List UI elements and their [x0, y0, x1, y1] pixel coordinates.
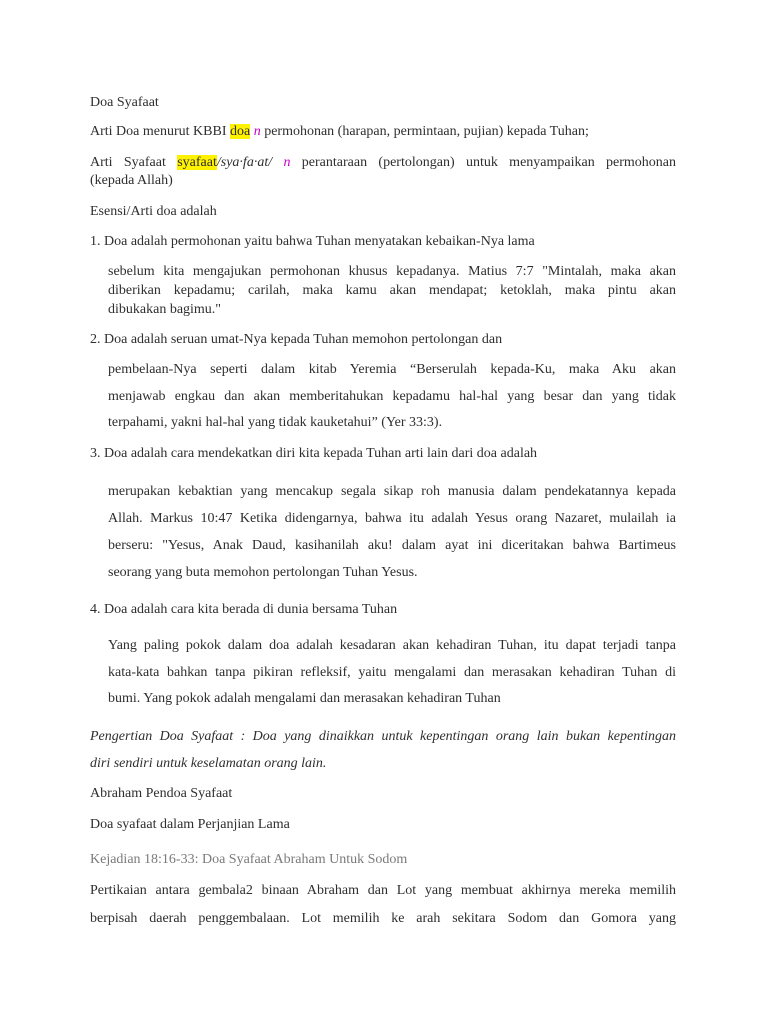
old-testament-heading: Doa syafaat dalam Perjanjian Lama [90, 817, 290, 832]
kbbi-pos-marker: n [250, 124, 265, 139]
point-2-line-1: pembelaan-Nya seperti dalam kitab Yeremia “Berserulah kepada-Ku, maka Aku akan [108, 362, 676, 377]
syafaat-word-highlight: syafaat [177, 155, 217, 170]
syafaat-pos-marker: n [272, 155, 302, 170]
kbbi-definition-line [90, 123, 589, 141]
kbbi-word-highlight: doa [229, 124, 251, 139]
point-1-line-2: diberikan kepadamu; carilah, maka kamu akan mendapat; ketoklah, maka pintu akan [108, 283, 676, 298]
point-3-line-4: seorang yang buta memohon pertolongan Tuhan Yesus. [108, 565, 418, 580]
essence-heading: Esensi/Arti doa adalah [90, 204, 217, 219]
point-1-heading: 1. Doa adalah permohonan yaitu bahwa Tuhan menyatakan kebaikan-Nya lama [90, 234, 535, 249]
syafaat-definition-line [90, 154, 676, 172]
point-4-line-1: Yang paling pokok dalam doa adalah kesadaran akan kehadiran Tuhan, itu dapat terjadi tanpa [108, 638, 676, 653]
abraham-heading: Abraham Pendoa Syafaat [90, 786, 233, 801]
point-4-line-3: bumi. Yang pokok adalah mengalami dan merasakan kehadiran Tuhan [108, 691, 501, 706]
body-line-1: Pertikaian antara gembala2 binaan Abraham dan Lot yang membuat akhirnya mereka memilih [90, 883, 676, 898]
point-3-line-2: Allah. Markus 10:47 Ketika didengarnya, bahwa itu adalah Yesus orang Nazaret, mulailah ia [108, 511, 676, 526]
syafaat-meaning-line-2: diri sendiri untuk keselamatan orang lain. [90, 756, 327, 771]
syafaat-meaning-line-1: Pengertian Doa Syafaat : Doa yang dinaikkan untuk kepentingan orang lain bukan kepentingan [90, 729, 676, 744]
kbbi-prefix: Arti Doa menurut KBBI [90, 124, 230, 139]
point-2-line-3: terpahami, yakni hal-hal yang tidak kauketahui” (Yer 33:3). [108, 415, 443, 430]
kbbi-definition-text: permohonan (harapan, permintaan, pujian) kepada Tuhan; [264, 124, 589, 139]
point-1-line-3: dibukakan bagimu." [108, 302, 222, 317]
genesis-section-heading: Kejadian 18:16-33: Doa Syafaat Abraham Untuk Sodom [90, 852, 408, 867]
syafaat-definition-cont: (kepada Allah) [90, 173, 173, 188]
point-3-line-1: merupakan kebaktian yang mencakup segala sikap roh manusia dalam pendekatannya kepada [108, 484, 676, 499]
syafaat-definition-text: perantaraan (pertolongan) untuk menyampaikan permohonan [301, 155, 677, 170]
point-1-line-1: sebelum kita mengajukan permohonan khusus kepadanya. Matius 7:7 "Mintalah, maka akan [108, 264, 676, 279]
point-4-line-2: kata-kata bahkan tanpa pikiran refleksif, yaitu mengalami dan merasakan kehadiran Tuhan di [108, 665, 676, 680]
point-2-heading: 2. Doa adalah seruan umat-Nya kepada Tuhan memohon pertolongan dan [90, 332, 503, 347]
point-3-heading: 3. Doa adalah cara mendekatkan diri kita kepada Tuhan arti lain dari doa adalah [90, 446, 538, 461]
body-line-2: berpisah daerah penggembalaan. Lot memilih ke arah sekitara Sodom dan Gomora yang [90, 911, 676, 926]
document-title: Doa Syafaat [90, 95, 159, 110]
point-2-line-2: menjawab engkau dan akan memberitahukan kepadamu hal-hal yang besar dan yang tidak [108, 389, 676, 404]
point-3-line-3: berseru: "Yesus, Anak Daud, kasihanilah aku! dalam ayat ini diceritakan bahwa Bartimeus [108, 538, 676, 553]
syafaat-prefix: Arti Syafaat [90, 155, 178, 170]
point-4-heading: 4. Doa adalah cara kita berada di dunia bersama Tuhan [90, 602, 398, 617]
syafaat-pronunciation: /sya·fa·at/ [216, 155, 273, 170]
